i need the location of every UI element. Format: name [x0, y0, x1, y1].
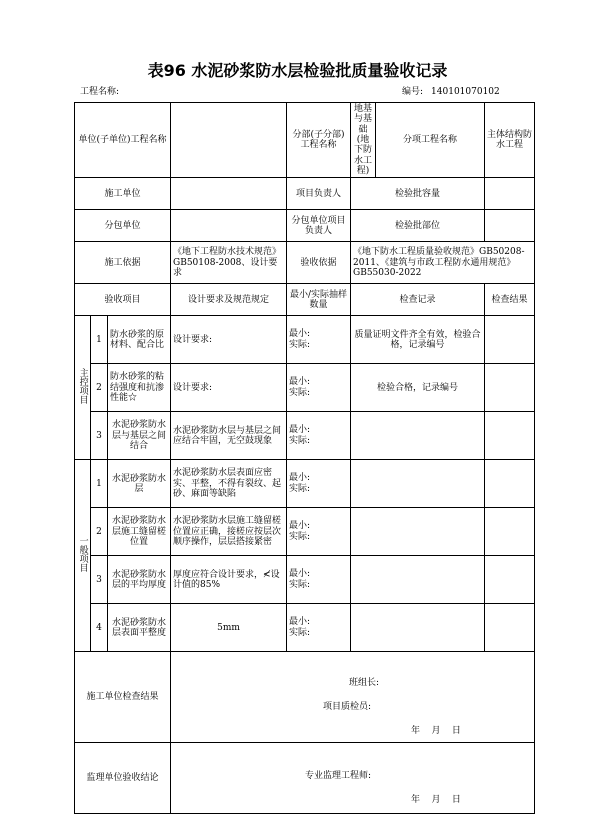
header-row-contractor — [75, 178, 535, 210]
item-design: 水泥砂浆防水层施工缝留槎位置应正确，接槎应按层次顺序操作，层层搭接紧密 — [171, 508, 287, 556]
subdivision-value: 地基与基础(地下防水工程) — [351, 103, 376, 178]
item-sample — [287, 556, 351, 604]
item-no: 1 — [91, 460, 108, 508]
unit-value — [171, 103, 287, 178]
item-sample — [287, 364, 351, 412]
code-field — [402, 84, 500, 97]
item-no: 3 — [91, 412, 108, 460]
item-record — [351, 460, 485, 508]
item-name: 水泥砂浆防水层表面平整度 — [108, 604, 171, 652]
item-name: 水泥砂浆防水层与基层之间结合 — [108, 412, 171, 460]
subcontractor-label: 分包单位 — [75, 210, 171, 242]
supervisor-result-sign — [171, 743, 535, 814]
item-result — [485, 508, 535, 556]
contractor-result-row — [75, 652, 535, 743]
acceptance-basis-label: 验收依据 — [287, 242, 351, 284]
col-item: 验收项目 — [75, 284, 171, 316]
table-row — [75, 556, 535, 604]
actual-label: 实际: — [289, 531, 311, 542]
item-design: 设计要求: — [171, 364, 287, 412]
min-label: 最小: — [289, 617, 311, 628]
actual-label: 实际: — [289, 483, 311, 494]
item-result — [485, 460, 535, 508]
col-sample: 最小/实际抽样数量 — [287, 284, 351, 316]
item-name: 防水砂浆的粘结强度和抗渗性能☆ — [108, 364, 171, 412]
min-label: 最小: — [289, 425, 311, 436]
item-no: 3 — [91, 556, 108, 604]
item-name: 防水砂浆的原材料、配合比 — [108, 316, 171, 364]
min-label: 最小: — [289, 569, 311, 580]
item-result — [485, 556, 535, 604]
contractor-label: 施工单位 — [75, 178, 171, 210]
item-no: 2 — [91, 508, 108, 556]
min-label: 最小: — [289, 473, 311, 484]
subitem-label: 分项工程名称 — [403, 135, 458, 146]
acceptance-basis-value: 《地下防水工程质量验收规范》GB50208-2011、《建筑与市政工程防水通用规范》GB55030-2022 — [351, 242, 535, 284]
batch-capacity-value — [485, 178, 535, 210]
col-record: 检查记录 — [351, 284, 485, 316]
basis-label: 施工依据 — [75, 242, 171, 284]
unit-label: 单位(子单位)工程名称 — [75, 103, 171, 178]
item-design: 厚度应符合设计要求，≮设计值的85% — [171, 556, 287, 604]
col-result: 检查结果 — [485, 284, 535, 316]
subitem-value: 主体结构防水工程 — [487, 129, 533, 151]
supervisor-result-row — [75, 743, 535, 814]
table-row — [75, 412, 535, 460]
actual-label: 实际: — [289, 579, 311, 590]
item-record: 检验合格，记录编号 — [351, 364, 485, 412]
inspector-label: 项目质检员: — [323, 702, 372, 713]
actual-label: 实际: — [289, 387, 311, 398]
item-sample — [287, 460, 351, 508]
item-result — [485, 364, 535, 412]
supervisor-result-label: 监理单位验收结论 — [75, 743, 171, 814]
item-result — [485, 412, 535, 460]
general-group-label: 一般项目 — [75, 460, 91, 652]
header-row-unit — [75, 103, 535, 178]
actual-label: 实际: — [289, 435, 311, 446]
engineer-label: 专业监理工程师: — [305, 771, 372, 782]
supervisor-sign-area — [171, 743, 534, 813]
item-no: 2 — [91, 364, 108, 412]
item-record — [351, 556, 485, 604]
code-value: 140101070102 — [431, 87, 500, 97]
item-record — [351, 604, 485, 652]
table-row — [75, 460, 535, 508]
supervisor-date: 年 月 日 — [411, 795, 461, 806]
item-sample — [287, 604, 351, 652]
batch-capacity-label: 检验批容量 — [351, 178, 485, 210]
table-row — [75, 364, 535, 412]
item-sample — [287, 412, 351, 460]
subcontractor-value — [171, 210, 287, 242]
min-label: 最小: — [289, 521, 311, 532]
item-record — [351, 412, 485, 460]
item-design: 水泥砂浆防水层与基层之间应结合牢固，无空鼓现象 — [171, 412, 287, 460]
contractor-result-label: 施工单位检查结果 — [75, 652, 171, 743]
header-row-basis — [75, 242, 535, 284]
item-result — [485, 604, 535, 652]
item-name: 水泥砂浆防水层的平均厚度 — [108, 556, 171, 604]
table-row — [75, 604, 535, 652]
item-design: 水泥砂浆防水层表面应密实、平整，不得有裂纹、起砂、麻面等缺陷 — [171, 460, 287, 508]
item-name: 水泥砂浆防水层施工缝留槎位置 — [108, 508, 171, 556]
item-sample — [287, 508, 351, 556]
batch-location-value — [485, 210, 535, 242]
item-name: 水泥砂浆防水层 — [108, 460, 171, 508]
item-sample — [287, 316, 351, 364]
table-row — [75, 508, 535, 556]
actual-label: 实际: — [289, 339, 311, 350]
contractor-sign-area — [171, 652, 534, 742]
contractor-result-sign — [171, 652, 535, 743]
item-design: 设计要求: — [171, 316, 287, 364]
code-label: 编号: — [402, 87, 424, 97]
min-label: 最小: — [289, 329, 311, 340]
item-record: 质量证明文件齐全有效，检验合格，记录编号 — [351, 316, 485, 364]
contractor-date: 年 月 日 — [411, 726, 461, 737]
item-design: 5mm — [171, 604, 287, 652]
subitem-label-cell — [376, 103, 485, 178]
basis-value: 《地下工程防水技术规范》GB50108-2008、设计要求 — [171, 242, 287, 284]
main-group-label: 主控项目 — [75, 316, 91, 460]
contractor-value — [171, 178, 287, 210]
leader-label: 班组长: — [349, 678, 380, 689]
item-no: 1 — [91, 316, 108, 364]
sub-manager-label: 分包单位项目负责人 — [287, 210, 351, 242]
table-row — [75, 316, 535, 364]
subitem-cell — [485, 103, 535, 178]
page-title: 表96 水泥砂浆防水层检验批质量验收记录 — [147, 61, 448, 80]
inspection-table — [74, 102, 535, 814]
project-manager-label: 项目负责人 — [287, 178, 351, 210]
subdivision-label: 分部(子分部)工程名称 — [287, 103, 351, 178]
header-row-subcontractor — [75, 210, 535, 242]
item-record — [351, 508, 485, 556]
actual-label: 实际: — [289, 627, 311, 638]
item-no: 4 — [91, 604, 108, 652]
batch-location-label: 检验批部位 — [351, 210, 485, 242]
col-design: 设计要求及规范规定 — [171, 284, 287, 316]
min-label: 最小: — [289, 377, 311, 388]
project-name-label: 工程名称: — [80, 87, 120, 97]
column-header-row — [75, 284, 535, 316]
item-result — [485, 316, 535, 364]
